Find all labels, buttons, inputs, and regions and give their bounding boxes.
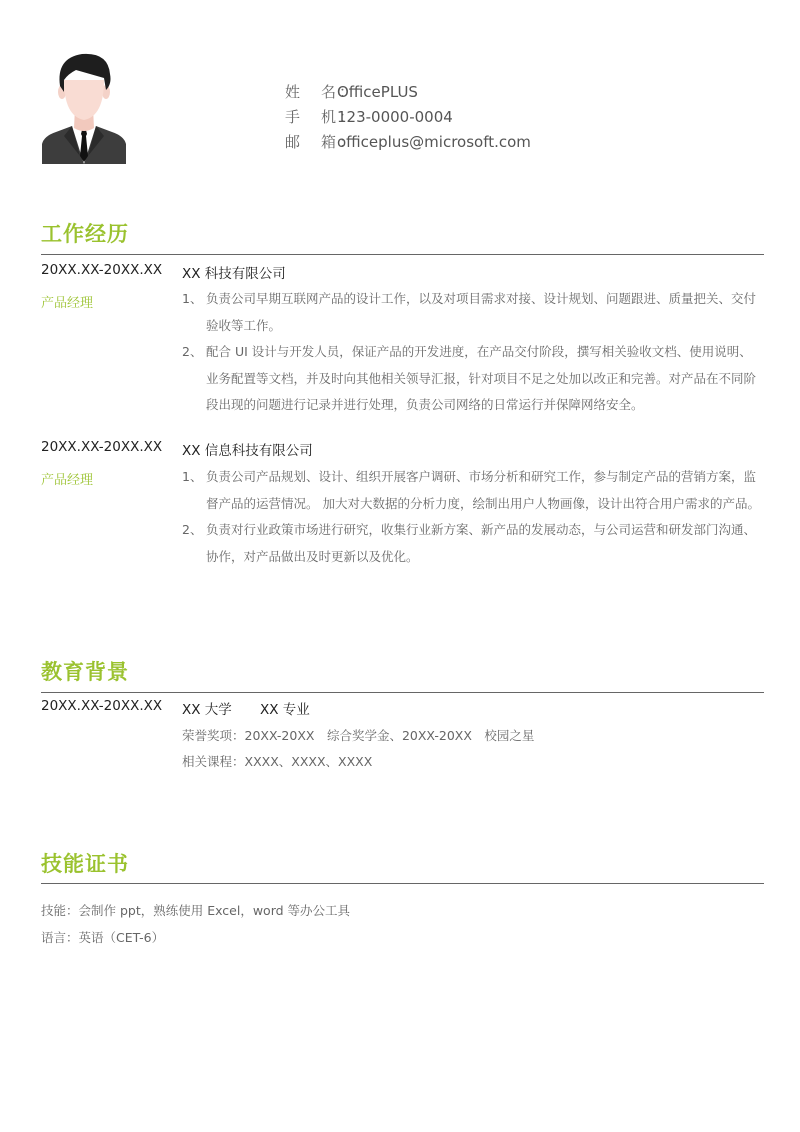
phone-label: 手 机： [285, 108, 358, 126]
language-line: 语言：英语（CET-6） [41, 930, 165, 945]
education-courses: 相关课程：XXXX、XXXX、XXXX [182, 754, 373, 769]
duty-text: 负责公司产品规划、设计、组织开展客户调研、市场分析和研究工作，参与制定产品的营销方案，监督产品的运营情况。 加大对大数据的分析力度，绘制出用户人物画像，设计出符合用户需求的产品。 [206, 469, 760, 511]
skills-section-title: 技能证书 [41, 852, 129, 876]
contact-info [285, 80, 531, 155]
list-item [182, 339, 762, 419]
education-date: 20XX.XX-20XX.XX [41, 698, 163, 714]
skill-line: 技能：会制作 ppt，熟练使用 Excel，word 等办公工具 [41, 903, 351, 918]
duty-number: 2、 [182, 344, 203, 359]
education-school: XX 大学 [182, 702, 232, 718]
phone-value: 123-0000-0004 [337, 108, 453, 126]
education-honors: 荣誉奖项：20XX-20XX 综合奖学金、20XX-20XX 校园之星 [182, 728, 535, 743]
duty-text: 负责公司早期互联网产品的设计工作，以及对项目需求对接、设计规划、问题跟进、质量把关、交付验收等工作。 [206, 291, 757, 333]
job-2-date: 20XX.XX-20XX.XX [41, 439, 163, 455]
job-1-date: 20XX.XX-20XX.XX [41, 262, 163, 278]
job-2-role: 产品经理 [41, 473, 94, 488]
list-item [182, 517, 762, 570]
phone-row [285, 105, 531, 130]
job-2-duties [182, 464, 762, 570]
email-row [285, 130, 531, 155]
work-section-title: 工作经历 [41, 222, 129, 246]
name-value: OfficePLUS [337, 83, 418, 101]
education-section-title: 教育背景 [41, 660, 129, 684]
work-section-rule [41, 254, 764, 255]
education-section-rule [41, 692, 764, 693]
list-item [182, 464, 762, 517]
email-value: officeplus@microsoft.com [337, 133, 531, 151]
avatar [42, 52, 126, 164]
job-2-company: XX 信息科技有限公司 [182, 443, 313, 459]
duty-text: 配合 UI 设计与开发人员，保证产品的开发进度，在产品交付阶段，撰写相关验收文档、使用说明、业务配置等文档，并及时向其他相关领导汇报，针对项目不足之处加以改正和完善。对产品在不同阶段出现的问题进行记录并进行处理，负责公司网络的日常运行并保障网络安全。 [206, 344, 757, 412]
job-1-role: 产品经理 [41, 296, 94, 311]
email-label: 邮 箱： [285, 133, 358, 151]
skills-section-rule [41, 883, 764, 884]
job-1-duties [182, 286, 762, 419]
duty-number: 1、 [182, 469, 203, 484]
list-item [182, 286, 762, 339]
job-1-company: XX 科技有限公司 [182, 266, 286, 282]
name-row [285, 80, 531, 105]
name-label: 姓 名： [285, 83, 358, 101]
education-major: XX 专业 [260, 702, 310, 718]
duty-number: 1、 [182, 291, 203, 306]
duty-text: 负责对行业政策市场进行研究，收集行业新方案、新产品的发展动态，与公司运营和研发部门沟通、协作，对产品做出及时更新以及优化。 [206, 522, 757, 564]
duty-number: 2、 [182, 522, 203, 537]
